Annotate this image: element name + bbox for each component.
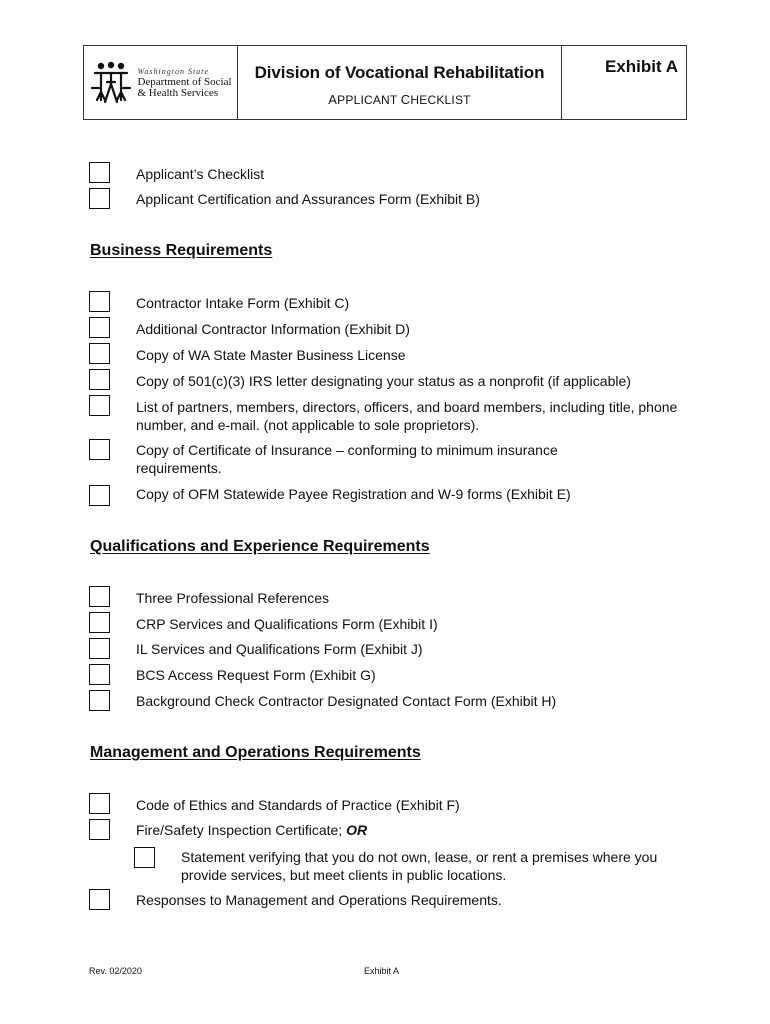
checkbox[interactable] xyxy=(89,690,110,711)
footer-exhibit: Exhibit A xyxy=(364,966,400,976)
checklist-item xyxy=(89,188,480,209)
document-title: Division of Vocational Rehabilitation xyxy=(254,63,545,82)
checkbox[interactable] xyxy=(89,664,110,685)
checkbox[interactable] xyxy=(89,162,110,183)
checklist-label: CRP Services and Qualifications Form (Exhibit I) xyxy=(136,616,438,632)
section-heading-qualifications: Qualifications and Experience Requirements xyxy=(90,538,430,555)
checklist-item xyxy=(89,485,571,506)
checkbox[interactable] xyxy=(89,586,110,607)
logo-line-2: Department of Social xyxy=(137,76,232,88)
checkbox[interactable] xyxy=(89,188,110,209)
checklist-item xyxy=(89,612,438,633)
checklist-label: Additional Contractor Information (Exhibit D) xyxy=(136,321,410,337)
document-subtitle xyxy=(238,92,561,107)
checklist-item xyxy=(89,638,423,659)
document-header xyxy=(83,45,687,120)
checklist-label: Copy of OFM Statewide Payee Registration and W-9 forms (Exhibit E) xyxy=(136,486,571,502)
checklist-label: Copy of Certificate of Insurance – conforming to minimum insurance requirements. xyxy=(136,442,558,476)
checkbox[interactable] xyxy=(89,485,110,506)
checklist-label: Copy of WA State Master Business License xyxy=(136,347,406,363)
checklist-item xyxy=(89,439,616,477)
checklist-label: Code of Ethics and Standards of Practice (Exhibit F) xyxy=(136,797,460,813)
checkbox[interactable] xyxy=(89,395,110,416)
logo-line-3: & Health Services xyxy=(137,87,219,99)
checklist-label: Background Check Contractor Designated Contact Form (Exhibit H) xyxy=(136,693,557,709)
checklist-label xyxy=(136,821,367,839)
checklist-item xyxy=(89,162,264,183)
checkbox[interactable] xyxy=(89,638,110,659)
logo-cell xyxy=(84,46,238,119)
dshs-logo xyxy=(89,60,231,106)
checklist-item xyxy=(89,793,460,814)
checklist-label: Statement verifying that you do not own, lease, or rent a premises where you provide services, but meet clients in public locations. xyxy=(181,849,658,883)
checklist-item xyxy=(89,586,329,607)
checklist-item xyxy=(89,819,367,840)
checklist-subitem xyxy=(134,847,681,884)
checklist-item xyxy=(89,343,406,364)
checklist-label: Responses to Management and Operations Requirements. xyxy=(136,892,502,908)
section-heading-business: Business Requirements xyxy=(90,242,273,259)
fire-safety-label: Fire/Safety Inspection Certificate; xyxy=(136,822,347,838)
checkbox[interactable] xyxy=(89,439,110,460)
checklist-label: Contractor Intake Form (Exhibit C) xyxy=(136,295,350,311)
footer-revision: Rev. 02/2020 xyxy=(89,966,142,976)
checklist-item xyxy=(89,690,556,711)
checkbox[interactable] xyxy=(89,369,110,390)
checklist-label: Applicant’s Checklist xyxy=(136,166,265,182)
dshs-people-icon xyxy=(89,60,133,106)
section-heading-management: Management and Operations Requirements xyxy=(90,744,421,761)
checklist-label: IL Services and Qualifications Form (Exhibit J) xyxy=(136,641,423,657)
checkbox[interactable] xyxy=(89,819,110,840)
checkbox[interactable] xyxy=(89,343,110,364)
exhibit-cell xyxy=(562,46,686,119)
logo-text xyxy=(137,66,231,99)
subtitle-cap-b: C xyxy=(400,92,411,107)
checkbox[interactable] xyxy=(89,793,110,814)
checklist-label: BCS Access Request Form (Exhibit G) xyxy=(136,667,376,683)
checklist-label: Copy of 501(c)(3) IRS letter designating your status as a nonprofit (if applicable) xyxy=(136,373,631,389)
checklist-label: Applicant Certification and Assurances Form (Exhibit B) xyxy=(136,191,480,207)
checkbox[interactable] xyxy=(134,847,155,868)
or-text: OR xyxy=(346,822,368,838)
checklist-item xyxy=(89,291,349,312)
subtitle-rest-b: HECKLIST xyxy=(410,93,471,107)
checkbox[interactable] xyxy=(89,889,110,910)
checklist-item xyxy=(89,664,376,685)
checklist-item xyxy=(89,889,502,910)
subtitle-cap-a: A xyxy=(328,92,338,107)
checklist-item xyxy=(89,369,631,390)
checklist-label: Three Professional References xyxy=(136,590,329,606)
checklist-label: List of partners, members, directors, officers, and board members, including title, phone number, and e-mail. (not applicable to sole proprietors). xyxy=(136,399,678,433)
checklist-item xyxy=(89,317,410,338)
checkbox[interactable] xyxy=(89,317,110,338)
checkbox[interactable] xyxy=(89,612,110,633)
subtitle-rest-a: PPLICANT xyxy=(337,93,398,107)
logo-line-1: Washington State xyxy=(137,67,209,76)
checkbox[interactable] xyxy=(89,291,110,312)
title-cell xyxy=(238,46,562,119)
checklist-item xyxy=(89,395,681,434)
exhibit-label: Exhibit A xyxy=(604,57,678,76)
